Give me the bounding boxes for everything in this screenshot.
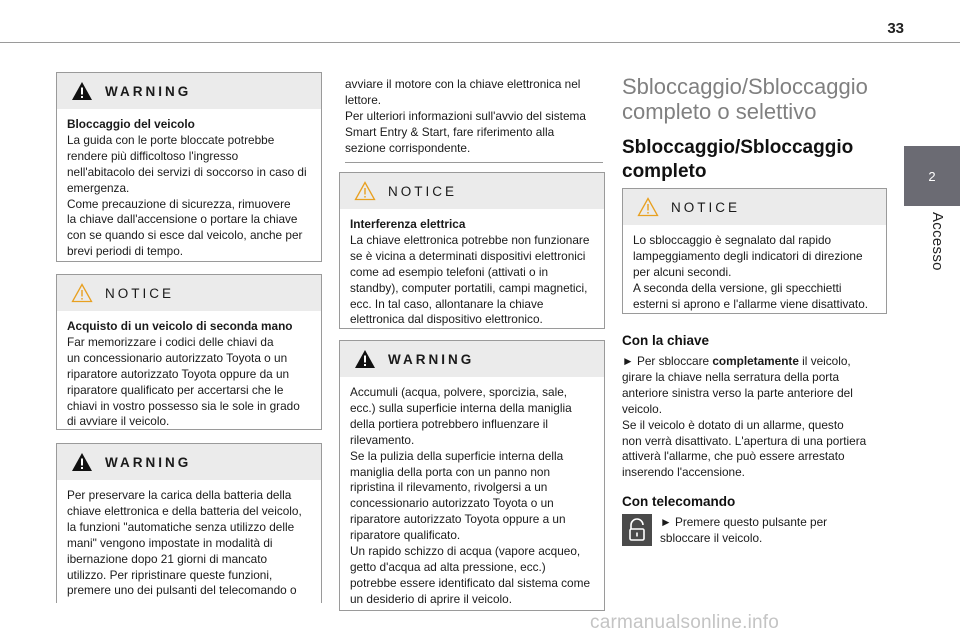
warning-label: WARNING	[105, 454, 192, 470]
notice-text: La chiave elettronica potrebbe non funzionare se è vicina a determinati dispositivi elettronici come ad esempio telefoni (attivati o in standby), computer portatili, campi magnetici, ecc. In tal caso, allontanare la chiave elettronica dal dispositivo elettronico.	[350, 232, 590, 327]
continuation-text: avviare il motore con la chiave elettronica nel lettore. Per ulteriori informazioni sull'avvio del sistema Smart Entry & Start, fare riferimento alla sezione corrispondente.	[345, 77, 586, 155]
warning-icon	[71, 452, 93, 472]
warning-header	[340, 341, 604, 377]
section-title: Sbloccaggio/Sbloccaggio completo	[622, 137, 854, 182]
with-key-rest: il veicolo, girare la chiave nella serratura della porta anteriore sinistra verso la parte anteriore del veicolo. Se il veicolo è dotato di un allarme, questo non verrà disattivato. L'apertura di una portiera attiverà l'allarme, che può essere arrestato inserendo l'accensione.	[622, 354, 867, 480]
notice-box-second-hand	[56, 274, 322, 430]
notice-icon	[71, 283, 93, 303]
notice-header	[623, 189, 886, 225]
warning-box-locking	[56, 72, 322, 262]
notice-label: NOTICE	[671, 199, 741, 215]
with-key-lead: ► Per sbloccare	[622, 354, 713, 368]
notice-label: NOTICE	[105, 285, 175, 301]
chapter-title: Sbloccaggio/Sbloccaggio completo o selettivo	[622, 74, 868, 124]
warning-text: Per preservare la carica della batteria della chiave elettronica e della batteria del veicolo, la funzioni "automatiche senza utilizzo delle mani" vengono impostate in modalità di ibernazione dopo 21 giorni di mancato utilizzo. Per ripristinare queste funzioni, premere uno dei pulsanti del telecomando o	[67, 488, 302, 598]
watermark: carmanualsonline.info	[590, 612, 780, 633]
warning-header	[57, 73, 321, 109]
warning-text: La guida con le porte bloccate potrebbe rendere più difficoltoso l'ingresso nell'abitacolo dei servizi di soccorso in caso di emergenza. Come precauzione di sicurezza, rimuovere la chiave dall'accensione o portare la chiave con se quando si esce dal veicolo, anche per brevi periodi di tempo.	[67, 132, 307, 259]
notice-label: NOTICE	[388, 183, 458, 199]
warning-icon	[71, 81, 93, 101]
warning-title: Bloccaggio del veicolo	[67, 117, 195, 131]
warning-box-battery	[56, 443, 322, 603]
chapter-tab[interactable]: 2	[904, 146, 960, 206]
notice-body	[340, 209, 604, 334]
warning-text: Accumuli (acqua, polvere, sporcizia, sale, ecc.) sulla superficie interna della maniglia della portiera potrebbero influenzare il rilevamento. Se la pulizia della superficie interna della maniglia della porta con un panno non ripristina il rilevamento, rivolgersi a un concessionario autorizzato Toyota o un riparatore autorizzato Toyota oppure a un riparatore qualificato. Un rapido schizzo di acqua (vapore acqueo, getto d'acqua ad alta pressione, ecc.) potrebbe essere identificato dal sistema come un desiderio di aprire il veicolo.	[350, 385, 590, 606]
with-remote-heading: Con telecomando	[622, 494, 736, 509]
header-rule	[0, 42, 960, 43]
with-key-heading: Con la chiave	[622, 333, 710, 348]
warning-label: WARNING	[388, 351, 475, 367]
notice-text: Far memorizzare i codici delle chiavi da un concessionario autorizzato Toyota o un riparatore autorizzato Toyota oppure da un riparatore qualificato per accertarsi che le chiavi in vostro possesso sia le sole in grado di avviare il veicolo.	[67, 334, 300, 429]
chapter-name: Accesso	[929, 212, 946, 271]
notice-icon	[637, 197, 659, 217]
notice-title: Interferenza elettrica	[350, 217, 466, 231]
warning-box-handle	[339, 340, 605, 611]
warning-body	[57, 109, 321, 266]
box-bottom-border	[345, 162, 603, 163]
warning-label: WARNING	[105, 83, 192, 99]
warning-icon	[354, 349, 376, 369]
unlock-icon	[622, 514, 652, 546]
notice-icon	[354, 181, 376, 201]
notice-text: Lo sbloccaggio è segnalato dal rapido lampeggiamento degli indicatori di direzione per alcuni secondi. A seconda della versione, gli specchietti esterni si aprono e l'allarme viene disattivato.	[633, 233, 869, 311]
notice-header	[340, 173, 604, 209]
notice-header	[57, 275, 321, 311]
with-key-bold: completamente	[712, 354, 799, 368]
with-remote-text: ► Premere questo pulsante per sbloccare il veicolo.	[660, 515, 828, 545]
notice-box-unlock	[622, 188, 887, 314]
page-number: 33	[887, 20, 904, 37]
notice-title: Acquisto di un veicolo di seconda mano	[67, 319, 293, 333]
warning-header	[57, 444, 321, 480]
with-key-text	[622, 354, 884, 481]
notice-body	[57, 311, 321, 436]
notice-box-interference	[339, 172, 605, 329]
